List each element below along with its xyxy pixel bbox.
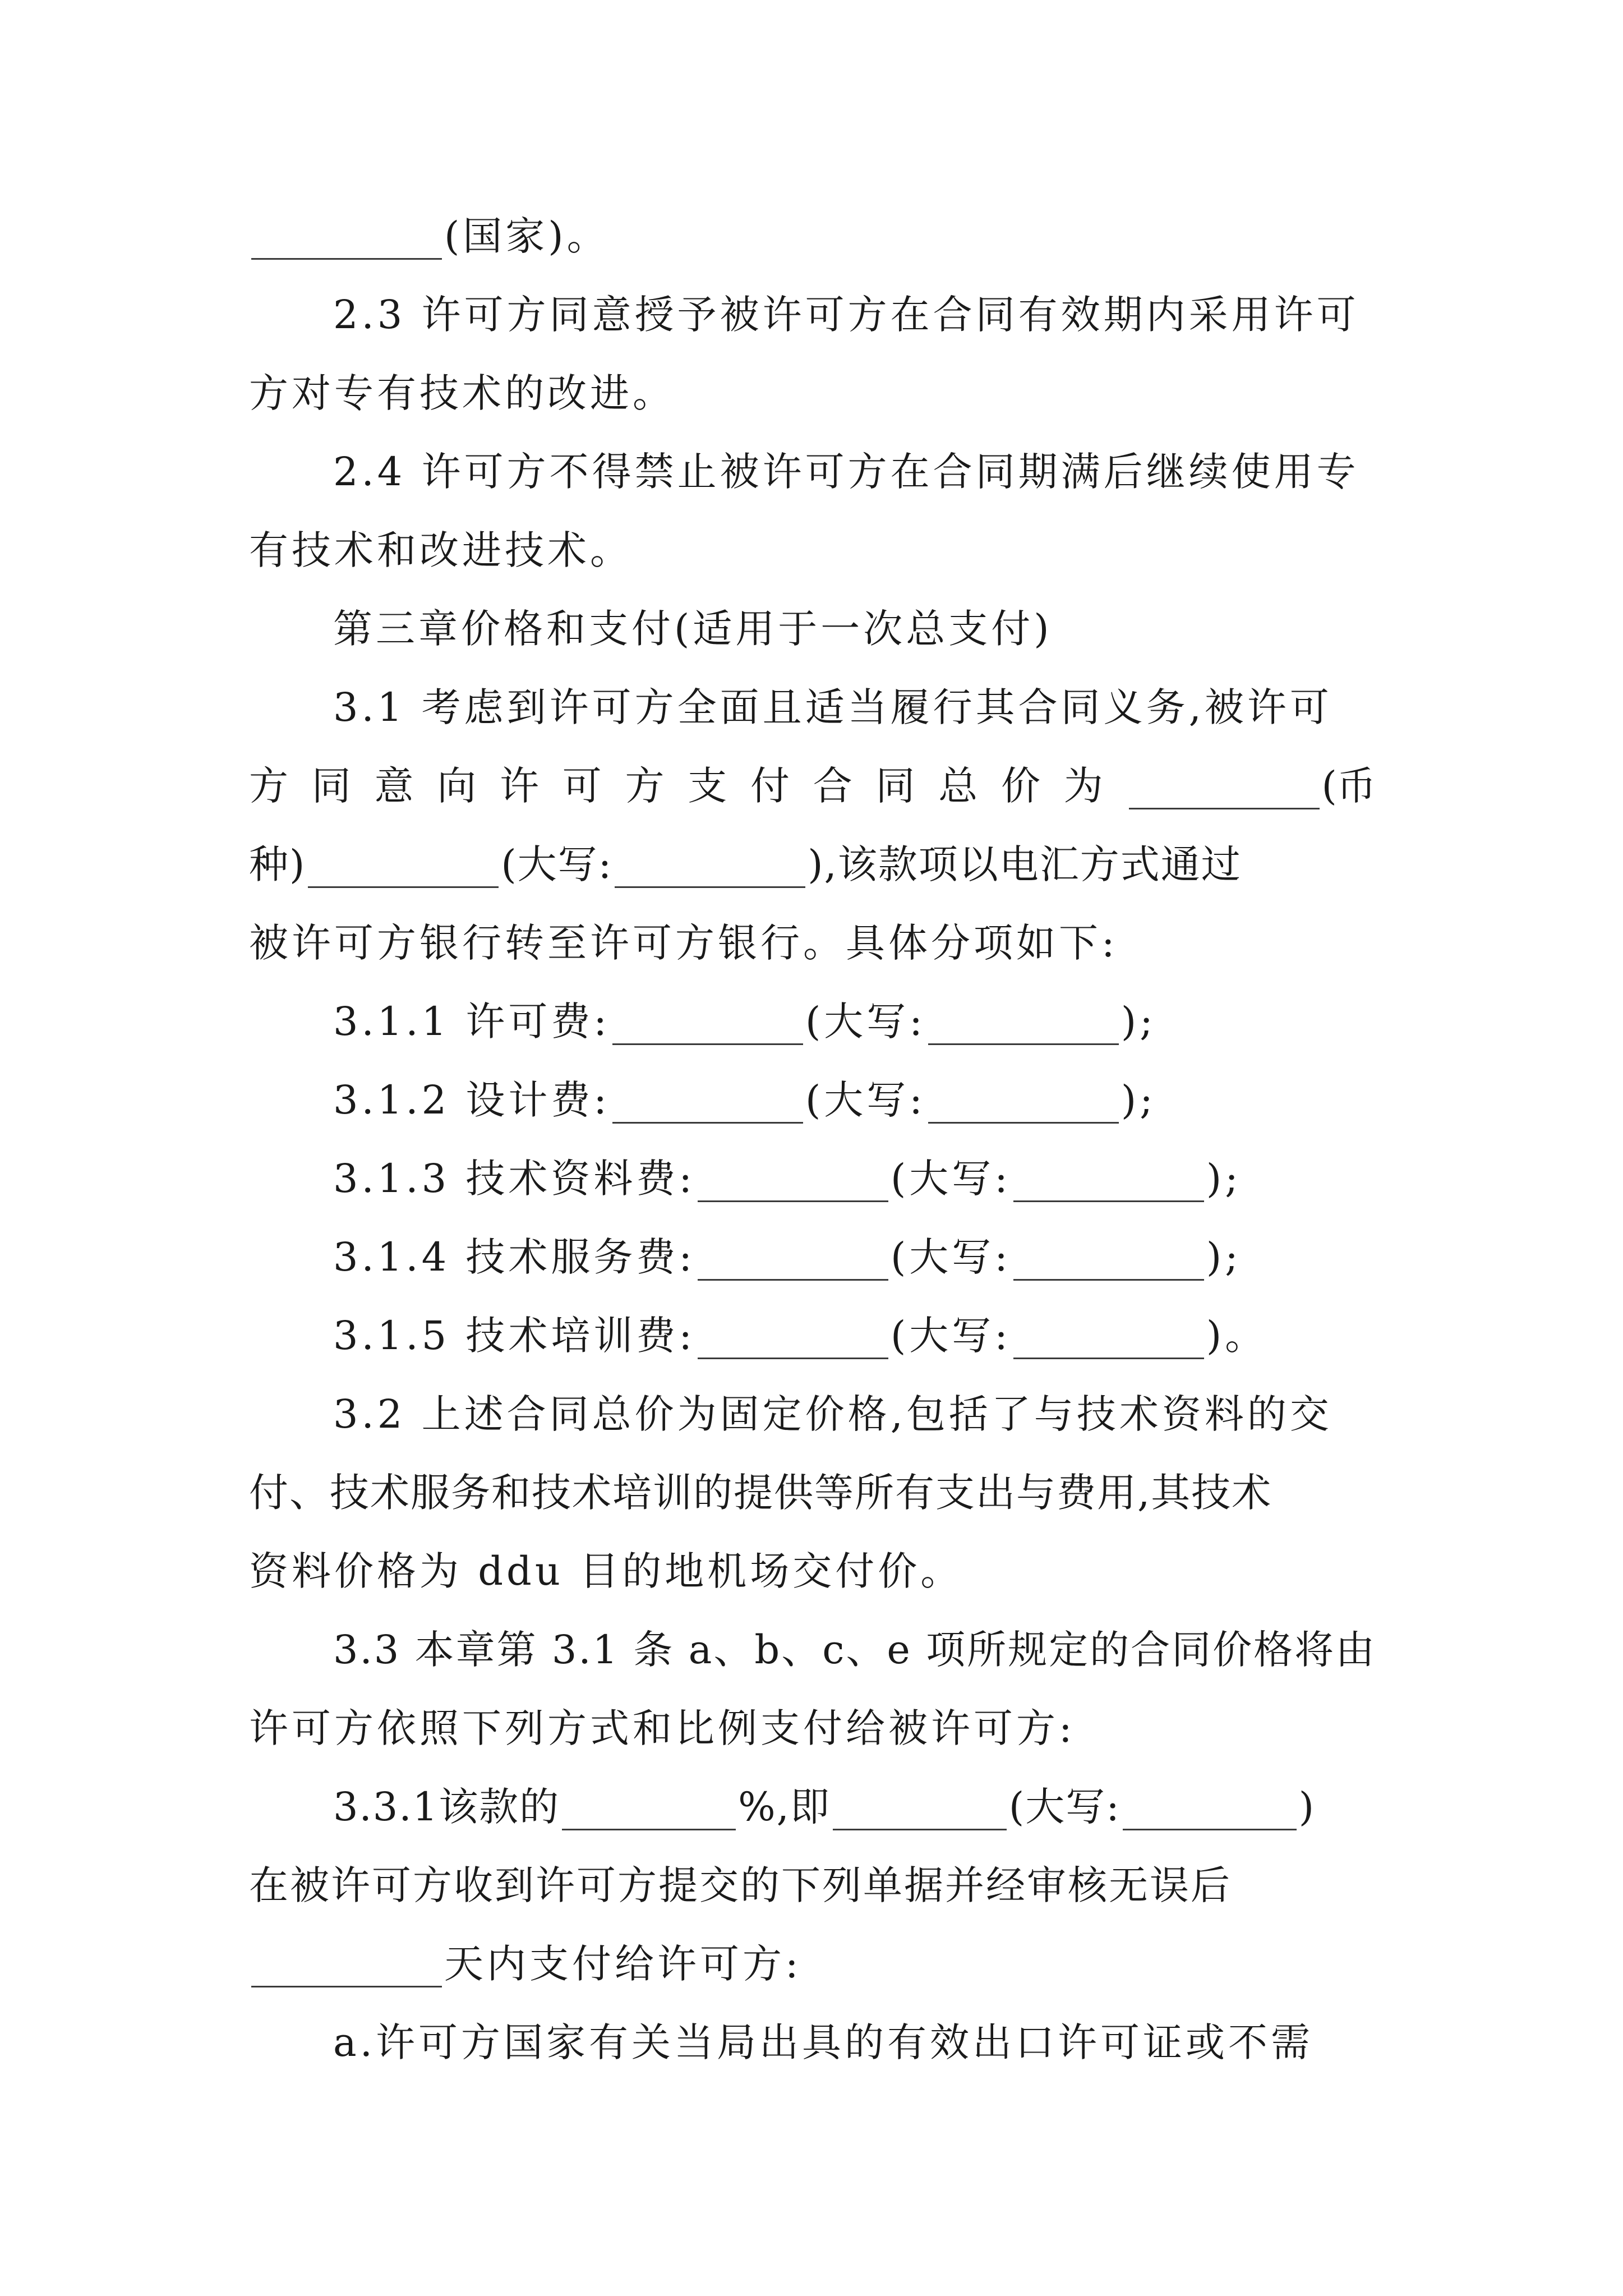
text-span: 方 — [249, 763, 288, 809]
text-span: (国家)。 — [444, 213, 610, 259]
text-span: 价 — [1001, 763, 1040, 809]
fill-in-blank[interactable] — [1013, 1235, 1204, 1281]
text-span: )。 — [1206, 1313, 1268, 1359]
text-span: (大写: — [1008, 1784, 1121, 1830]
text-span: ) — [1298, 1784, 1316, 1830]
text-span: %,即 — [738, 1784, 831, 1830]
text-span: 合 — [813, 763, 852, 809]
fill-in-blank[interactable] — [1129, 764, 1320, 809]
text-span: 同 — [875, 763, 915, 809]
text-span: (大写: — [501, 841, 613, 887]
fill-in-blank[interactable] — [928, 1078, 1119, 1124]
fill-in-blank[interactable] — [615, 843, 805, 888]
fee-item-line — [333, 1218, 1376, 1296]
text-span: ); — [1206, 1234, 1242, 1280]
fill-in-blank[interactable] — [698, 1314, 888, 1359]
text-span: 同 — [311, 763, 351, 809]
text-span: (大写: — [890, 1234, 1011, 1280]
text-line: 3.3 本章第 3.1 条 a、b、c、e 项所规定的合同价格将由 — [333, 1627, 1377, 1673]
text-span: 3.1.1 许可费: — [333, 999, 610, 1045]
text-line — [249, 747, 1376, 825]
text-line — [333, 1768, 1376, 1846]
text-span: 许 — [500, 763, 539, 809]
text-span: (大写: — [890, 1156, 1011, 1202]
fill-in-blank[interactable] — [698, 1235, 888, 1281]
text-span: 支 — [688, 763, 727, 809]
fill-in-blank[interactable] — [1013, 1314, 1204, 1359]
text-line: 有技术和改进技术。 — [249, 527, 633, 573]
fill-in-blank[interactable] — [562, 1785, 736, 1830]
text-line: a.许可方国家有关当局出具的有效出口许可证或不需 — [333, 2019, 1313, 2065]
text-line: 资料价格为 ddu 目的地机场交付价。 — [249, 1548, 963, 1594]
text-span: 3.1.4 技术服务费: — [333, 1234, 695, 1280]
fill-in-blank[interactable] — [612, 1078, 803, 1124]
text-span: ); — [1206, 1156, 1242, 1202]
text-span — [1127, 747, 1376, 825]
text-span: 3.1.2 设计费: — [333, 1077, 610, 1123]
text-line — [249, 1925, 1376, 2003]
text-span: (大写: — [890, 1313, 1011, 1359]
text-span: ); — [1121, 1077, 1156, 1123]
text-span: 方 — [625, 763, 665, 809]
text-span: 可 — [562, 763, 602, 809]
text-span: 3.1.5 技术培训费: — [333, 1313, 695, 1359]
text-line — [249, 825, 1376, 904]
text-line: 在被许可方收到许可方提交的下列单据并经审核无误后 — [249, 1862, 1232, 1908]
text-span: (大写: — [805, 999, 926, 1045]
text-span: 天内支付给许可方: — [444, 1941, 802, 1987]
fee-item-line — [333, 1139, 1376, 1218]
fill-in-blank[interactable] — [308, 843, 499, 888]
text-span: 付 — [750, 763, 790, 809]
text-line: 3.2 上述合同总价为固定价格,包括了与技术资料的交 — [333, 1391, 1332, 1437]
fill-in-blank[interactable] — [1123, 1785, 1297, 1830]
fill-in-blank[interactable] — [698, 1157, 888, 1202]
text-span: 种) — [249, 841, 306, 887]
fill-in-blank[interactable] — [251, 214, 442, 260]
text-span: 意 — [374, 763, 414, 809]
text-line: 3.1 考虑到许可方全面且适当履行其合同义务,被许可 — [333, 684, 1332, 730]
text-span: 3.3.1该款的 — [333, 1784, 560, 1830]
fill-in-blank[interactable] — [833, 1785, 1007, 1830]
fee-item-line — [333, 1296, 1376, 1375]
fill-in-blank[interactable] — [251, 1942, 442, 1987]
text-span: ); — [1121, 999, 1156, 1045]
fee-item-line — [333, 1061, 1376, 1139]
chapter-heading: 第三章价格和支付(适用于一次总支付) — [333, 606, 1053, 652]
text-span: ),该款项以电汇方式通过 — [808, 841, 1242, 887]
text-line: 2.4 许可方不得禁止被许可方在合同期满后继续使用专 — [333, 449, 1359, 495]
text-line — [249, 197, 1376, 275]
fill-in-blank[interactable] — [1013, 1157, 1204, 1202]
fill-in-blank[interactable] — [612, 1000, 803, 1045]
text-span: (大写: — [805, 1077, 926, 1123]
text-span: (币 — [1321, 763, 1376, 809]
text-line: 付、技术服务和技术培训的提供等所有支出与费用,其技术 — [249, 1470, 1272, 1516]
text-line: 许可方依照下列方式和比例支付给被许可方: — [249, 1705, 1076, 1751]
fee-item-line — [333, 982, 1376, 1061]
text-line: 方对专有技术的改进。 — [249, 370, 675, 416]
fill-in-blank[interactable] — [928, 1000, 1119, 1045]
text-line: 2.3 许可方同意授予被许可方在合同有效期内采用许可 — [333, 292, 1359, 338]
text-span: 向 — [437, 763, 477, 809]
text-line: 被许可方银行转至许可方银行。具体分项如下: — [249, 920, 1118, 966]
text-span: 总 — [938, 763, 978, 809]
text-span: 为 — [1063, 763, 1103, 809]
text-span: 3.1.3 技术资料费: — [333, 1156, 695, 1202]
